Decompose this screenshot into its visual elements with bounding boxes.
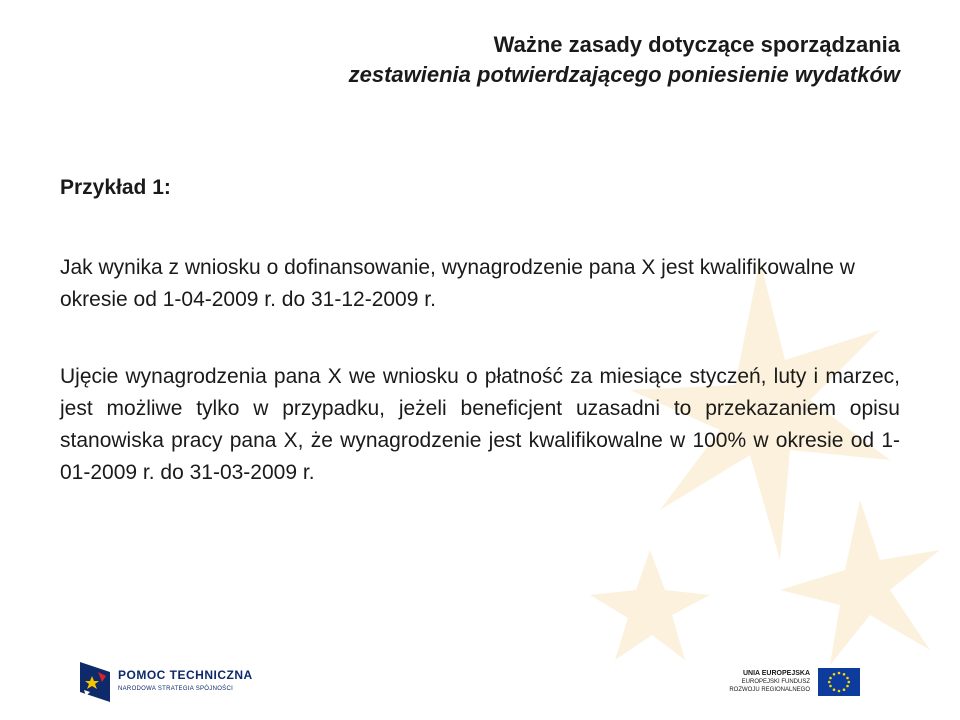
title-line-1: Ważne zasady dotyczące sporządzania	[493, 32, 900, 57]
example-heading: Przykład 1:	[60, 176, 171, 199]
eu-logo-line-3: ROZWOJU REGIONALNEGO	[729, 687, 810, 693]
pomoc-techniczna-logo	[80, 660, 253, 704]
pomoc-techniczna-subtitle: NARODOWA STRATEGIA SPÓJNOŚCI	[118, 686, 234, 692]
eu-logo-line-1: UNIA EUROPEJSKA	[742, 670, 810, 677]
title-line-2: zestawienia potwierdzającego poniesienie wydatków	[348, 62, 900, 87]
eu-logo-line-2: EUROPEJSKI FUNDUSZ	[741, 679, 810, 685]
example-paragraph-2: Ujęcie wynagrodzenia pana X we wniosku o płatność za miesiące styczeń, luty i marzec, jest możliwe tylko w przypadku, jeżeli beneficjent uzasadni to przekazaniem opisu stanowiska pracy pana X, że wynagrodzenie jest kwalifikowalne w 100% w okresie od 1-01-2009 r. do 31-03-2009 r.	[60, 365, 900, 484]
slide-title	[349, 30, 900, 90]
eu-logo	[729, 668, 860, 696]
eu-flag-icon	[818, 668, 860, 696]
pomoc-techniczna-name: POMOC TECHNICZNA	[118, 668, 253, 682]
example-paragraph-1: Jak wynika z wniosku o dofinansowanie, wynagrodzenie pana X jest kwalifikowalne w okresie od 1-04-2009 r. do 31-12-2009 r.	[60, 256, 855, 311]
pomoc-techniczna-emblem-icon	[80, 662, 110, 702]
